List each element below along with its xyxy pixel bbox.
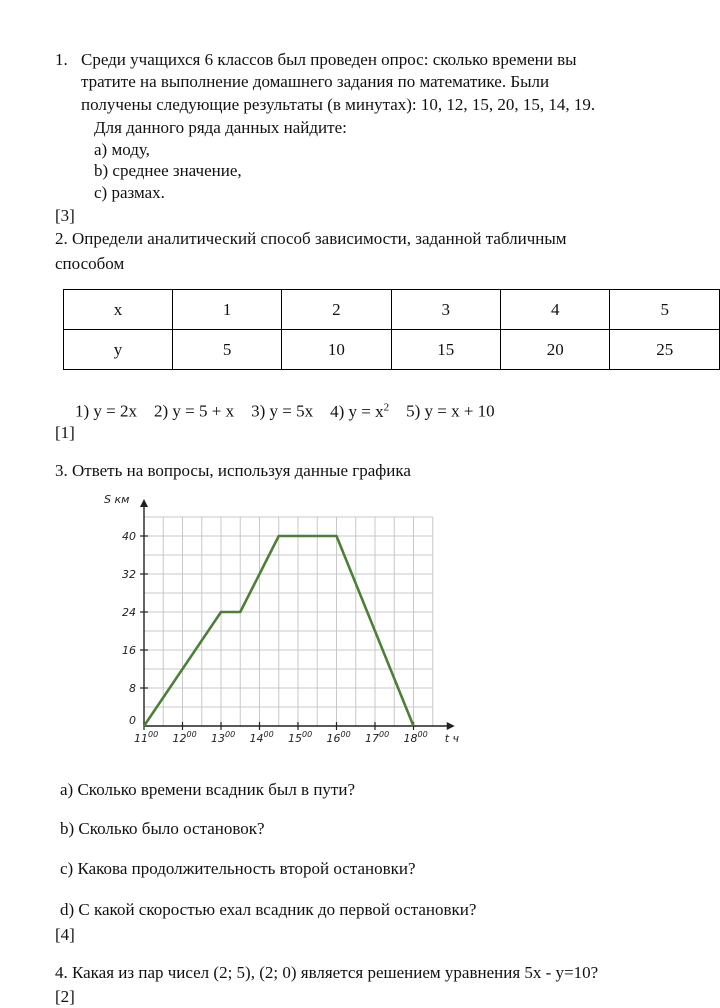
x-tick-label — [134, 730, 158, 745]
q1-item-b: b) среднее значение, — [94, 161, 242, 180]
x-tick-hour: 11 — [134, 732, 148, 745]
table-cell-y2: 10 — [282, 330, 391, 370]
table-cell-x3: 3 — [391, 290, 500, 330]
q2-data-table — [63, 289, 720, 370]
y-axis-label: S км — [104, 493, 130, 506]
q2-options — [75, 397, 495, 422]
q2-option-1: 1) y = 2x — [75, 401, 137, 421]
x-tick-minutes: 00 — [417, 730, 428, 739]
q2-option-2: 2) y = 5 + x — [154, 401, 235, 421]
q2-option-5: 5) y = x + 10 — [406, 401, 495, 421]
x-tick-hour: 13 — [211, 732, 225, 745]
q2-option-4-text: 4) y = x — [330, 401, 384, 421]
table-cell-y3: 15 — [391, 330, 500, 370]
table-cell-x4: 4 — [501, 290, 610, 330]
y-tick-label: 24 — [122, 606, 136, 619]
x-tick-minutes: 00 — [379, 730, 390, 739]
q1-line-4: Для данного ряда данных найдите: — [94, 118, 347, 137]
y-tick-label: 8 — [129, 682, 136, 695]
q1-number: 1. — [55, 50, 68, 69]
table-cell-y4: 20 — [501, 330, 610, 370]
q4-score: [2] — [55, 987, 75, 1006]
x-tick-hour: 15 — [288, 732, 302, 745]
x-axis-arrow — [447, 722, 455, 730]
x-tick-minutes: 00 — [148, 730, 159, 739]
x-tick-minutes: 00 — [225, 730, 236, 739]
chart-svg — [100, 493, 460, 750]
x-tick-hour: 16 — [326, 732, 341, 745]
y-tick-label: 32 — [122, 568, 136, 581]
y-tick-label: 16 — [122, 644, 136, 657]
distance-time-chart — [100, 493, 460, 750]
table-header-x: x — [64, 290, 173, 330]
table-row-y — [64, 330, 720, 370]
q2-option-4-exponent: 2 — [383, 401, 390, 413]
q2-line-2: способом — [55, 254, 125, 273]
x-tick-minutes: 00 — [340, 730, 351, 739]
table-cell-y5: 25 — [610, 330, 720, 370]
x-tick-hour: 18 — [403, 732, 418, 745]
q2-option-3: 3) y = 5x — [251, 401, 314, 421]
q2-line-1: 2. Определи аналитический способ зависимости, заданной табличным — [55, 229, 567, 248]
x-tick-label — [250, 730, 274, 745]
q1-line-2: тратите на выполнение домашнего задания по математике. Были — [81, 72, 550, 91]
x-tick-minutes: 00 — [186, 730, 197, 739]
x-tick-minutes: 00 — [263, 730, 274, 739]
q3-question-d: d) С какой скоростью ехал всадник до первой остановки? — [60, 900, 477, 919]
q3-question-b: b) Сколько было остановок? — [60, 819, 265, 838]
q3-title: 3. Ответь на вопросы, используя данные графика — [55, 461, 411, 480]
q3-question-a: a) Сколько времени всадник был в пути? — [60, 780, 356, 799]
table-cell-x5: 5 — [610, 290, 720, 330]
y-axis-arrow — [140, 499, 148, 507]
q1-item-c: c) размах. — [94, 183, 165, 202]
q3-question-c: c) Какова продолжительность второй остановки? — [60, 859, 416, 878]
table-cell-y1: 5 — [173, 330, 282, 370]
q1-line-1: Среди учащихся 6 классов был проведен опрос: сколько времени вы — [81, 50, 577, 69]
x-tick-label — [327, 730, 351, 745]
table-cell-x1: 1 — [173, 290, 282, 330]
q1-item-a: а) моду, — [94, 140, 150, 159]
table-row-x — [64, 290, 720, 330]
q1-line-3: получены следующие результаты (в минутах): 10, 12, 15, 20, 15, 14, 19. — [81, 95, 596, 114]
x-tick-label — [173, 730, 197, 745]
q2-score: [1] — [55, 423, 75, 442]
y-tick-label: 40 — [122, 530, 136, 543]
q2-option-4 — [330, 402, 389, 421]
table-header-y: y — [64, 330, 173, 370]
x-axis-label: t ч — [444, 732, 460, 745]
x-tick-label — [211, 730, 235, 745]
q1-score: [3] — [55, 206, 75, 225]
x-tick-label — [288, 730, 312, 745]
y-tick-label: 0 — [129, 714, 136, 727]
x-tick-hour: 17 — [365, 732, 379, 745]
x-tick-label — [404, 730, 428, 745]
x-tick-label — [365, 730, 389, 745]
x-tick-hour: 12 — [172, 732, 187, 745]
x-tick-hour: 14 — [249, 732, 264, 745]
q4-text: 4. Какая из пар чисел (2; 5), (2; 0) является решением уравнения 5x - y=10? — [55, 963, 599, 982]
q3-score: [4] — [55, 925, 75, 944]
table-cell-x2: 2 — [282, 290, 391, 330]
x-tick-minutes: 00 — [302, 730, 313, 739]
